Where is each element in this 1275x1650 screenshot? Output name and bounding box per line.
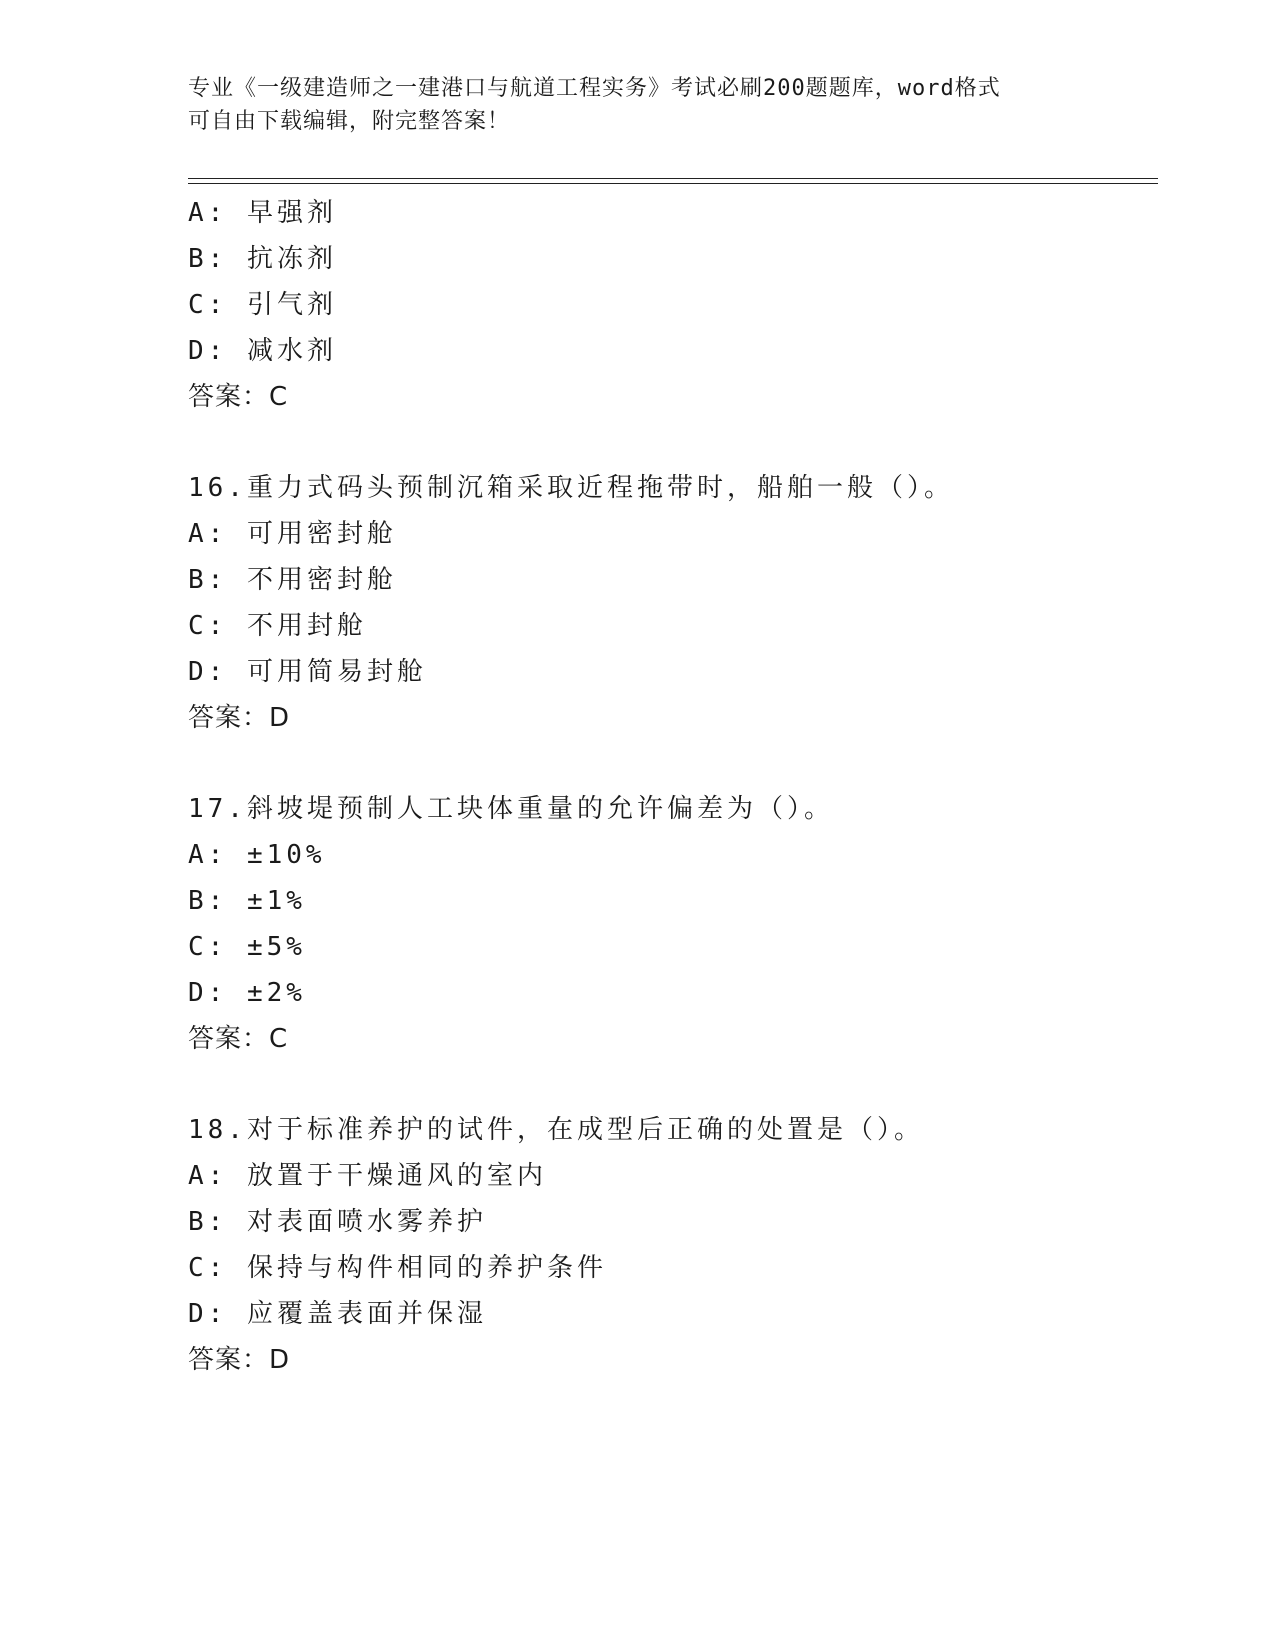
option-b: B: 抗冻剂 bbox=[188, 244, 337, 274]
header-title-line-2: 可自由下载编辑，附完整答案！ bbox=[188, 109, 511, 134]
option-d: D: 可用简易封舱 bbox=[188, 657, 427, 687]
question-text: 16.重力式码头预制沉箱采取近程拖带时，船舶一般（）。 bbox=[188, 473, 954, 503]
option-a: A: 可用密封舱 bbox=[188, 519, 397, 549]
option-b: B: 不用密封舱 bbox=[188, 565, 397, 595]
question-block-18 bbox=[188, 1107, 1148, 1383]
option-d: D: 减水剂 bbox=[188, 336, 337, 366]
header-divider-top bbox=[188, 178, 1158, 179]
option-c: C: 引气剂 bbox=[188, 290, 337, 320]
question-text: 17.斜坡堤预制人工块体重量的允许偏差为（）。 bbox=[188, 794, 834, 824]
header-title-line-1: 专业《一级建造师之一建港口与航道工程实务》考试必刷200题题库，word格式 bbox=[188, 76, 1001, 101]
question-text: 18.对于标准养护的试件，在成型后正确的处置是（）。 bbox=[188, 1115, 924, 1145]
question-block-16 bbox=[188, 465, 1148, 741]
option-b: B: ±1% bbox=[188, 886, 306, 916]
question-block-17 bbox=[188, 786, 1148, 1062]
option-a: A: 早强剂 bbox=[188, 198, 337, 228]
answer-line: 答案：C bbox=[188, 1024, 289, 1054]
option-c: C: 保持与构件相同的养护条件 bbox=[188, 1253, 607, 1283]
answer-line: 答案：C bbox=[188, 382, 289, 412]
option-c: C: ±5% bbox=[188, 932, 306, 962]
option-a: A: 放置于干燥通风的室内 bbox=[188, 1161, 547, 1191]
document-header bbox=[188, 72, 1088, 138]
option-d: D: 应覆盖表面并保湿 bbox=[188, 1299, 487, 1329]
option-a: A: ±10% bbox=[188, 840, 326, 870]
question-block-15 bbox=[188, 190, 1148, 420]
option-b: B: 对表面喷水雾养护 bbox=[188, 1207, 487, 1237]
option-c: C: 不用封舱 bbox=[188, 611, 367, 641]
answer-line: 答案：D bbox=[188, 703, 291, 733]
header-divider-bottom bbox=[188, 183, 1158, 184]
option-d: D: ±2% bbox=[188, 978, 306, 1008]
question-list bbox=[188, 190, 1148, 1383]
answer-line: 答案：D bbox=[188, 1345, 291, 1375]
